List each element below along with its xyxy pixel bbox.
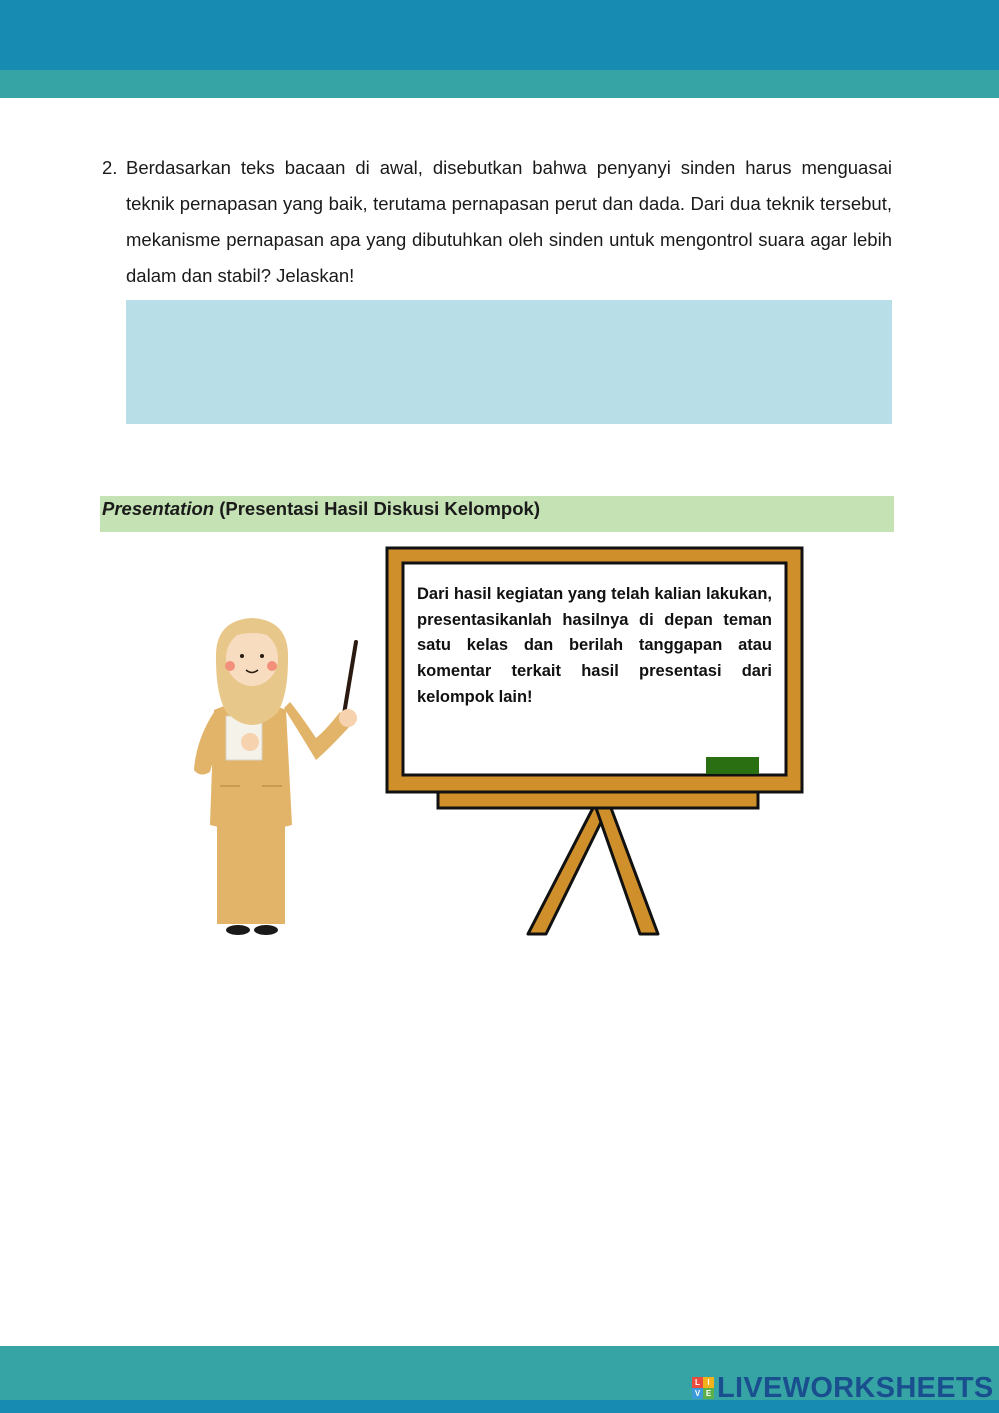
skirt — [217, 818, 285, 924]
board-instruction-text: Dari hasil kegiatan yang telah kalian lakukan, presentasikanlah hasilnya di depan teman satu kelas dan berilah tanggapan atau komentar terkait hasil presentasi dari kelompok lain! — [417, 585, 772, 706]
question-number: 2. — [102, 157, 118, 178]
right-hand — [339, 709, 357, 727]
section-title-italic: Presentation — [102, 498, 215, 519]
pointer-stick — [344, 642, 356, 714]
right-cheek — [267, 661, 277, 671]
liveworksheets-logo — [692, 1373, 994, 1403]
question-text: Berdasarkan teks bacaan di awal, disebutkan bahwa penyanyi sinden harus menguasai teknik pernapasan yang baik, terutama pernapasan perut dan dada. Dari dua teknik tersebut, mekanisme pernapasan apa yang dibutuhkan oleh sinden untuk mengontrol suara agar lebih dalam dan stabil? Jelaskan! — [126, 157, 892, 286]
easel-legs — [528, 808, 658, 934]
board-tray — [438, 792, 758, 808]
left-cheek — [225, 661, 235, 671]
face — [226, 630, 278, 686]
logo-grid-icon: L I V E — [692, 1377, 714, 1399]
right-shoe — [254, 925, 278, 935]
left-hand — [241, 733, 259, 751]
logo-text: LIVEWORKSHEETS — [717, 1372, 994, 1404]
right-arm — [284, 702, 350, 760]
section-title-rest: (Presentasi Hasil Diskusi Kelompok) — [214, 498, 540, 519]
teacher-figure — [194, 618, 357, 935]
eraser — [706, 757, 759, 774]
left-shoe — [226, 925, 250, 935]
